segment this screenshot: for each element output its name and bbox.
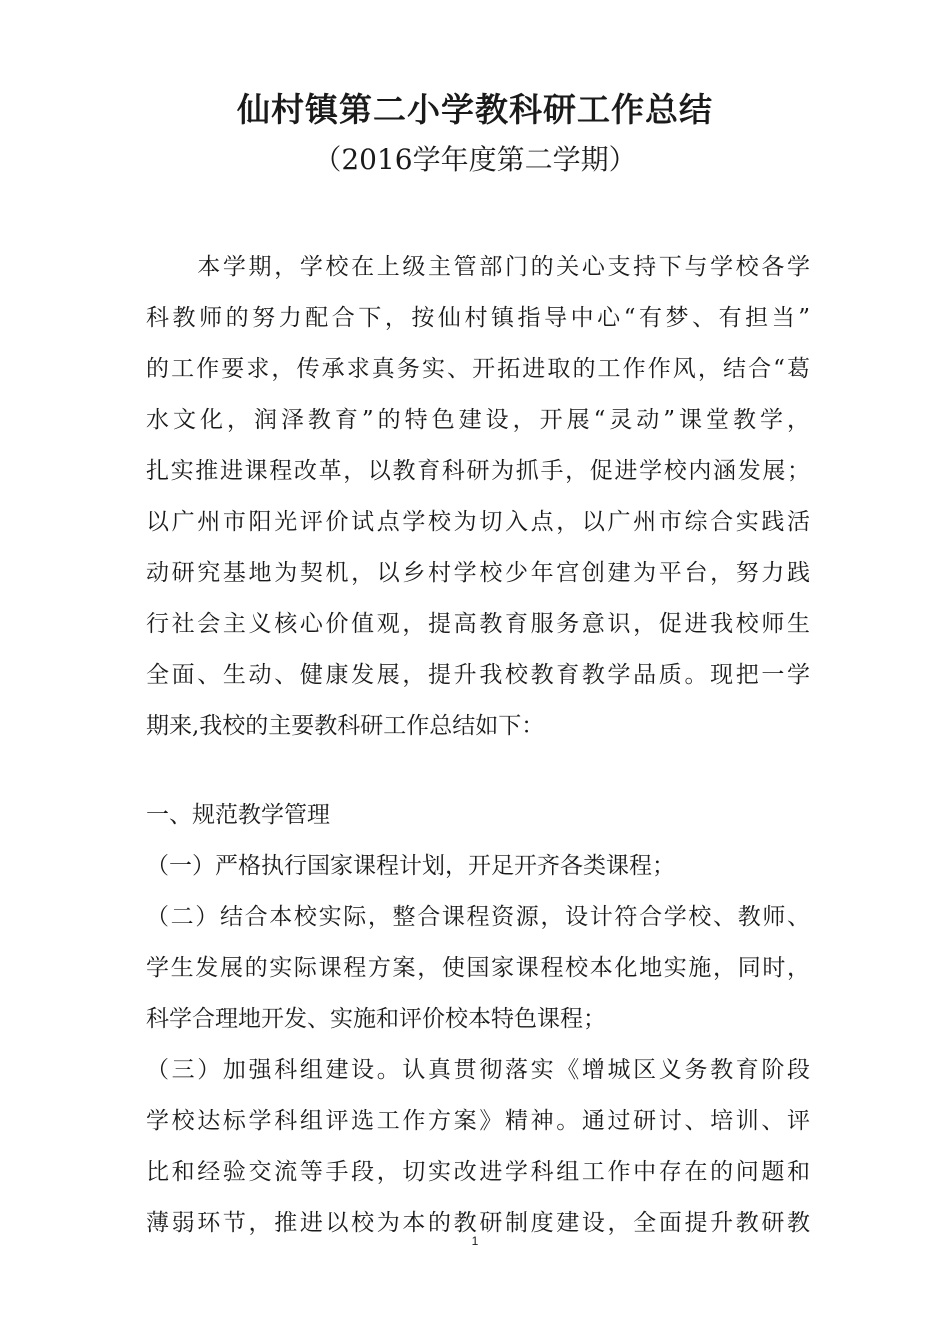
document-subtitle: （2016学年度第二学期） [313,143,637,176]
section-item: （一）严格执行国家课程计划，开足开齐各类课程； [146,853,675,879]
section-item-continued: 薄弱环节，推进以校为本的教研制度建设，全面提升教研教 [146,1210,810,1236]
intro-line: 的工作要求，传承求真务实、开拓进取的工作作风，结合“葛 [146,356,810,382]
intro-line: 全面、生动、健康发展，提升我校教育教学品质。现把一学 [146,662,810,688]
section-item-continued: 学校达标学科组评选工作方案》精神。通过研讨、培训、评 [146,1108,810,1134]
page-number: 1 [471,1234,479,1248]
intro-line: 行社会主义核心价值观，提高教育服务意识，促进我校师生 [146,611,810,637]
section-item: （三）加强科组建设。认真贯彻落实《增城区义务教育阶段 [146,1057,810,1083]
intro-line: 本学期，学校在上级主管部门的关心支持下与学校各学 [146,254,810,280]
section-item-continued: 比和经验交流等手段，切实改进学科组工作中存在的问题和 [146,1159,810,1185]
section-heading: 一、规范教学管理 [146,802,330,828]
intro-line: 扎实推进课程改革，以教育科研为抓手，促进学校内涵发展； [146,458,810,484]
intro-line: 以广州市阳光评价试点学校为切入点，以广州市综合实践活 [146,509,810,535]
intro-paragraph [146,242,810,752]
intro-line: 科教师的努力配合下，按仙村镇指导中心“有梦、有担当” [146,305,810,331]
section-item-continued: 学生发展的实际课程方案，使国家课程校本化地实施，同时， [146,955,810,981]
intro-line: 动研究基地为契机，以乡村学校少年宫创建为平台，努力践 [146,560,810,586]
intro-line: 水文化，润泽教育”的特色建设，开展“灵动”课堂教学， [146,407,810,433]
section-teaching-management [146,790,810,1249]
document-title: 仙村镇第二小学教科研工作总结 [237,90,713,129]
intro-line: 期来,我校的主要教科研工作总结如下： [146,713,545,739]
section-item: （二）结合本校实际，整合课程资源，设计符合学校、教师、 [146,904,810,930]
section-item-continued: 科学合理地开发、实施和评价校本特色课程； [146,1006,606,1032]
